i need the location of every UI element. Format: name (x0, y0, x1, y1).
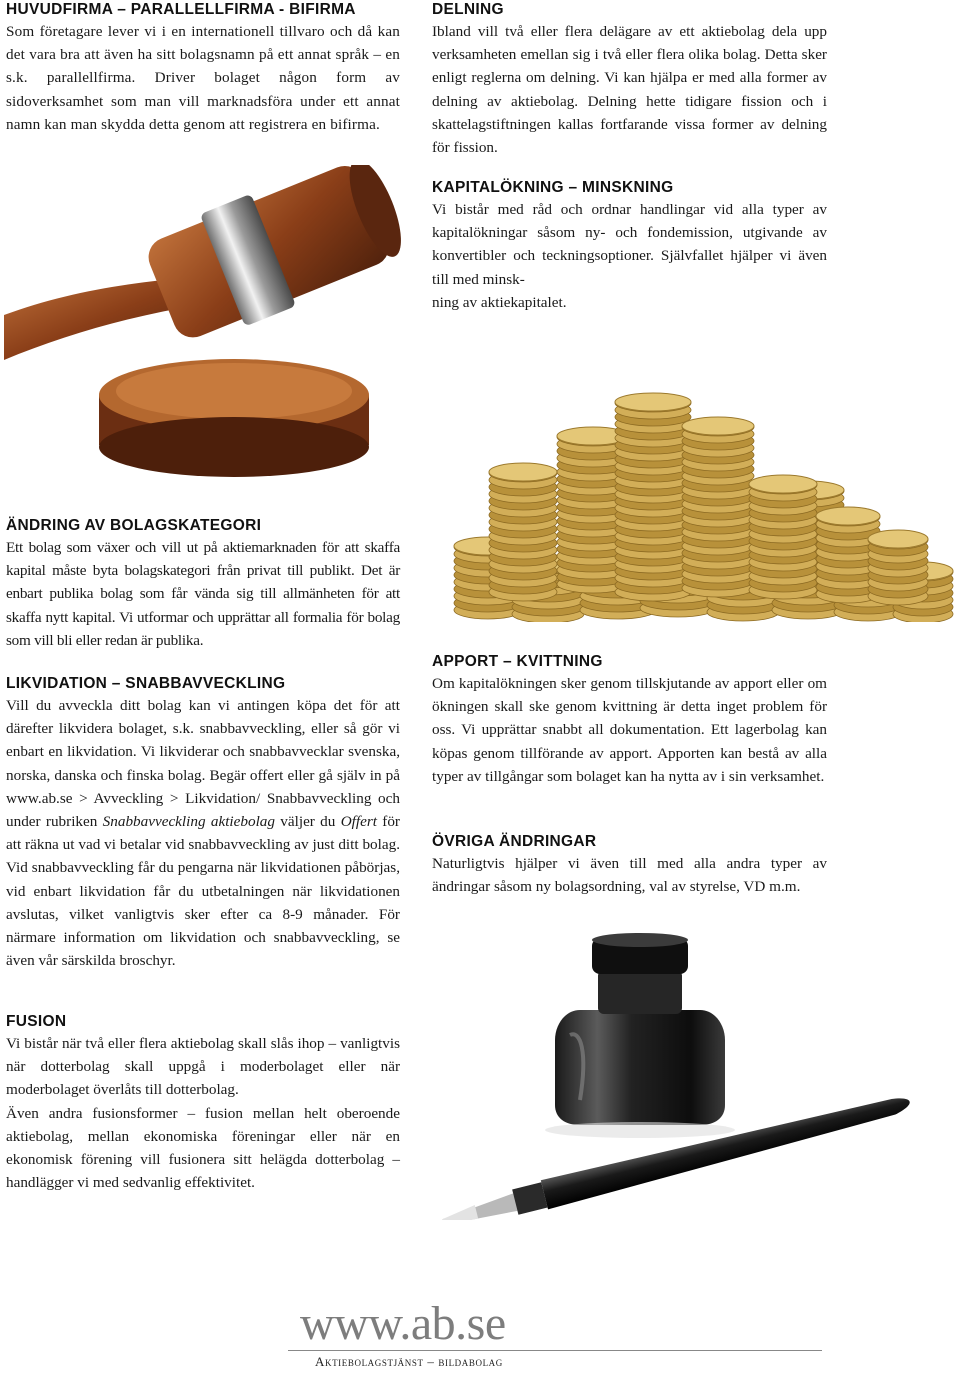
section-apport (432, 652, 827, 788)
section-andring (6, 516, 400, 652)
gavel-icon (4, 165, 424, 485)
coin-stacks-icon (428, 292, 958, 622)
section-text: Ett bolag som växer och vill ut på aktiemarknaden för att skaffa kapital måste byta bolagskategori från privat till publikt. Det är enbart publika bolag som får vända sig till allmänheten för att skaffa nytt kapital. Vi utformar och upprättar all formalia för bolag som vill bli eller redan är publika. (6, 539, 400, 649)
ink-bottle-pen-icon (430, 930, 960, 1220)
section-likvidation (6, 674, 400, 972)
section-ovriga (432, 832, 827, 898)
section-text: Ibland vill två eller flera delägare av ett aktiebolag dela upp verksamheten emellan sig i två eller flera olika bolag. Detta sker enligt reglerna om delning. Vi kan hjälpa er med alla former av delning av aktiebolag. Delning hette tidigare fission och i skattelagstiftningen kallas fortfarande vissa former av delning för fission. (432, 23, 827, 157)
section-heading: DELNING (432, 1, 504, 18)
footer-tagline: Aktiebolagstjänst – bildabolag (315, 1354, 503, 1369)
section-heading: KAPITALÖKNING – MINSKNING (432, 179, 674, 196)
section-text-cont: ning av aktiekapitalet. (432, 293, 567, 311)
footer-divider (288, 1350, 822, 1351)
section-text: Vi bistår när två eller flera aktiebolag skall slås ihop – vanligtvis när dotterbolag skall uppgå i moderbolaget eller när moderbolaget överlåts till dotterbolag. (6, 1035, 400, 1099)
section-heading: FUSION (6, 1013, 67, 1030)
section-fusion (6, 1012, 400, 1194)
text-run: väljer du (274, 813, 341, 831)
section-text: Om kapitalökningen sker genom tillskjutande av apport eller om ökningen skall ske genom kvittning är detta inget problem för oss. Vi upprättar snabbt all dokumentation. Ett lagerbolag kan köpas genom tillförande av apport. Apporten kan bestå av alla typer av tillgångar som bolaget kan ha nytta av i sin verksamhet. (432, 675, 827, 785)
section-text: Som företagare lever vi i en internationell tillvaro och då kan det vara bra att även ha sitt bolagsnamn på ett annat språk – en s.k. parallellfirma. Driver bolaget någon form av sidoverksamhet som man vill marknadsföra under ett annat namn kan man skydda detta genom att registrera en bifirma. (6, 23, 400, 133)
footer-url[interactable]: www.ab.se (300, 1297, 506, 1350)
text-italic: Offert (340, 813, 377, 831)
section-text: Även andra fusionsformer – fusion mellan helt oberoende aktiebolag, mellan ekonomiska föreningar eller när en ekonomisk förening vill fusionera sitt helägda dotterbolag – handlägger vi med sedvanlig effektivitet. (6, 1104, 400, 1192)
section-heading: LIKVIDATION – SNABBAVVECKLING (6, 675, 286, 692)
section-text: Vi bistår med råd och ordnar handlingar vid alla typer av kapitalökningar såsom ny- och fondemission, utgivande av konvertibler och teckningsoptioner. Självfallet hjälper vi även till med minsk- (432, 201, 827, 288)
section-text (6, 694, 400, 972)
section-delning (432, 0, 827, 159)
section-text: Naturligtvis hjälper vi även till med alla andra typer av ändringar såsom ny bolagsordning, val av styrelse, VD m.m. (432, 855, 827, 896)
text-run: Vill du avveckla ditt bolag kan vi antingen köpa det för att därefter likvidera bolaget, s.k. snabbavveckling, eller så gör vi enbart en likvidation. Vi likviderar och snabbavvecklar svenska, norska, danska och finska bolag. Begär offert eller gå själv in på www.ab.se > Avveckling > Likvidation/ Snabbavveckling och under rubriken (6, 697, 400, 831)
text-run: för att räkna ut vad vi betalar vid snabbavveckling av just ditt bolag. Vid snabbavveckling får du pengarna när likvidationen påbörjas, vid enbart likvidation får du utbetalningen när likvidationen avslutas, vilket vanligtvis sker efter ca 8-9 månader. För närmare information om likvidation och snabbavveckling, se även vår särskilda broschyr. (6, 813, 400, 970)
section-heading: APPORT – KVITTNING (432, 653, 603, 670)
text-italic: Snabbavveckling aktiebolag (102, 813, 275, 831)
section-heading: ÖVRIGA ÄNDRINGAR (432, 833, 597, 850)
section-huvudfirma (6, 0, 400, 136)
section-heading: HUVUDFIRMA – PARALLELLFIRMA - BIFIRMA (6, 1, 356, 18)
section-heading: ÄNDRING AV BOLAGSKATEGORI (6, 517, 262, 534)
